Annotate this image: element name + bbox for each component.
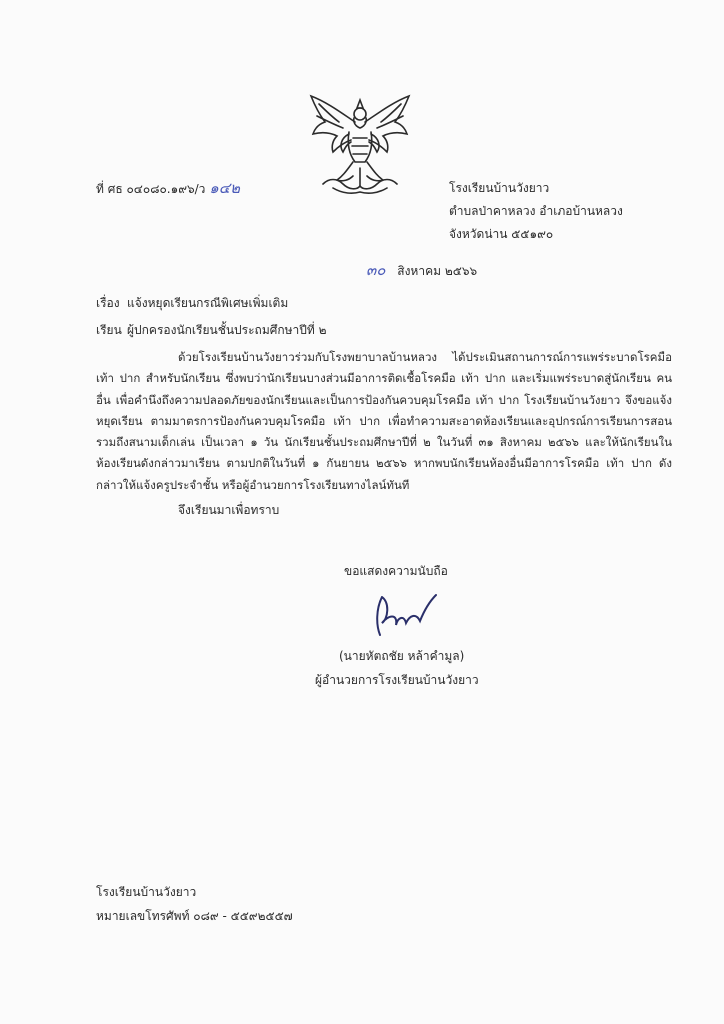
salutation: ขอแสดงความนับถือ — [344, 564, 448, 578]
letter-date — [366, 262, 477, 279]
footer-school: โรงเรียนบ้านวังยาว — [96, 885, 197, 899]
school-name: โรงเรียนบ้านวังยาว — [449, 181, 550, 195]
signer-position: ผู้อำนวยการโรงเรียนบ้านวังยาว — [315, 673, 479, 687]
recipient-text: ผู้ปกครองนักเรียนชั้นประถมศึกษาปีที่ ๒ — [127, 323, 327, 337]
garuda-emblem-icon — [303, 92, 417, 198]
address-line-1: ตำบลป่าคาหลวง อำเภอบ้านหลวง — [449, 204, 623, 218]
subject-text: แจ้งหยุดเรียนกรณีพิเศษเพิ่มเติม — [127, 296, 289, 310]
closing-request: จึงเรียนมาเพื่อทราบ — [178, 503, 280, 517]
recipient-label: เรียน — [96, 323, 122, 337]
doc-number-prefix: ที่ ศธ ๐๔๐๘๐.๑๙๖/ว — [96, 182, 206, 196]
address-line-2: จังหวัดน่าน ๕๕๑๙๐ — [449, 227, 554, 241]
date-day-handwritten: ๓๐ — [366, 261, 386, 279]
subject-label: เรื่อง — [96, 296, 120, 310]
date-month-year: สิงหาคม ๒๕๖๖ — [397, 264, 478, 278]
footer-phone: หมายเลขโทรศัพท์ ๐๘๙ - ๕๕๙๒๕๕๗ — [96, 909, 293, 923]
doc-number — [96, 180, 240, 197]
signer-name: (นายหัตถชัย หล้าคำมูล) — [339, 649, 465, 663]
body-paragraph: ด้วยโรงเรียนบ้านวังยาวร่วมกับโรงพยาบาลบ้านหลวง ได้ประเมินสถานการณ์การแพร่ระบาดโรคมือ เท้า ปาก สำหรับนักเรียน ซึ่งพบว่านักเรียนบางส่วนมีอาการติดเชื้อโรคมือ เท้า ปาก และเริ่มแพร่ระบาดสู่นักเรียน คนอื่น เพื่อคำนึงถึงความปลอดภัยของนักเรียนและเป็นการป้องกันควบคุมโรคมือ เท้า ปาก โรงเรียนบ้านวังยาว จึงขอแจ้งหยุดเรียน ตามมาตรการป้องกันควบคุมโรคมือ เท้า ปาก เพื่อทำความสะอาดห้องเรียนและอุปกรณ์การเรียนการสอนรวมถึงสนามเด็กเล่น เป็นเวลา ๑ วัน นักเรียนชั้นประถมศึกษาปีที่ ๒ ในวันที่ ๓๑ สิงหาคม ๒๕๖๖ และให้นักเรียนในห้องเรียนดังกล่าวมาเรียน ตามปกติในวันที่ ๑ กันยายน ๒๕๖๖ หากพบนักเรียนห้องอื่นมีอาการโรคมือ เท้า ปาก ดังกล่าวให้แจ้งครูประจำชั้น หรือผู้อำนวยการโรงเรียนทางไลน์ทันที — [96, 350, 672, 492]
handwritten-signature — [368, 585, 438, 641]
doc-number-handwritten: ๑๔๒ — [209, 179, 241, 197]
